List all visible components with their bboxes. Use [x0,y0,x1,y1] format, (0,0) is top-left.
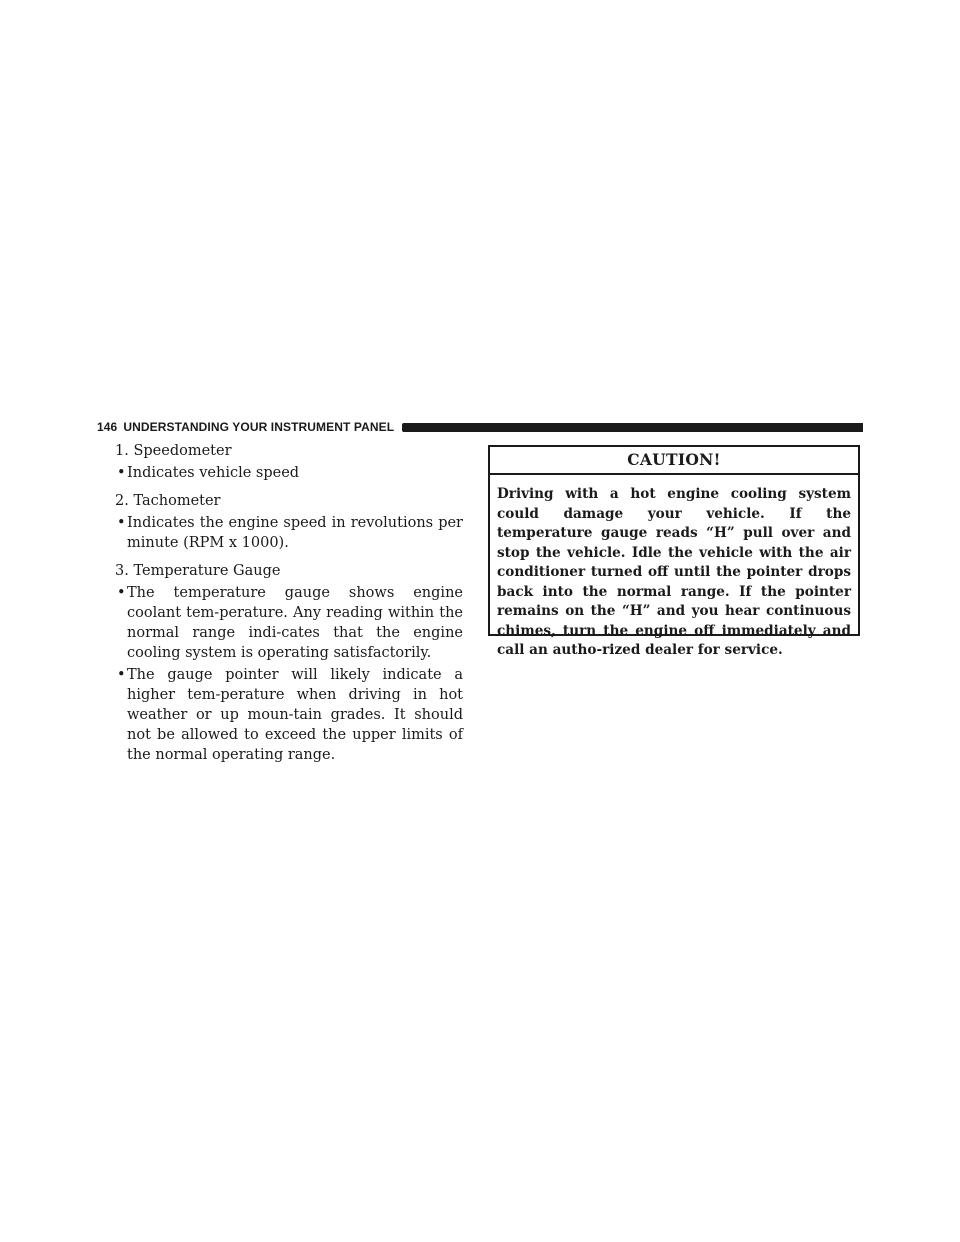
list-item [117,513,463,553]
item-speedometer-title: 1. Speedometer [115,443,232,459]
item-temperature-gauge-title: 3. Temperature Gauge [115,563,281,579]
caution-text: Driving with a hot engine cooling system could damage your vehicle. If the temperature gauge reads “H” pull over and stop the vehicle. Idle the vehicle with the air conditioner turned off until the pointer drops back into the normal range. If the pointer remains on the “H” and you hear continuous chimes, turn the engine off immediately and call an autho-rized dealer for service. [497,486,851,658]
bullet-icon: • [117,667,126,683]
page-header [97,419,863,435]
gauge-list [115,441,463,765]
bullet-icon: • [117,515,126,531]
bullet-icon: • [117,465,126,481]
header-rule [402,423,863,432]
list-item [117,463,463,483]
caution-title: CAUTION! [490,447,858,475]
bullet-text: The gauge pointer will likely indicate a higher tem-perature when driving in hot weather or up moun-tain grades. It should not be allowed to exceed the upper limits of the normal operating range. [127,667,463,763]
section-title: UNDERSTANDING YOUR INSTRUMENT PANEL [123,420,395,434]
bullet-text: The temperature gauge shows engine coolant tem-perature. Any reading within the normal range indi-cates that the engine cooling system is operating satisfactorily. [127,585,463,661]
caution-box [488,445,860,658]
bullet-text: Indicates vehicle speed [127,465,300,481]
list-item [117,583,463,663]
bullet-icon: • [117,585,126,601]
item-tachometer-title: 2. Tachometer [115,493,221,509]
list-item [117,665,463,765]
page-number: 146 [97,420,118,434]
bullet-text: Indicates the engine speed in revolutions per minute (RPM x 1000). [127,515,463,551]
